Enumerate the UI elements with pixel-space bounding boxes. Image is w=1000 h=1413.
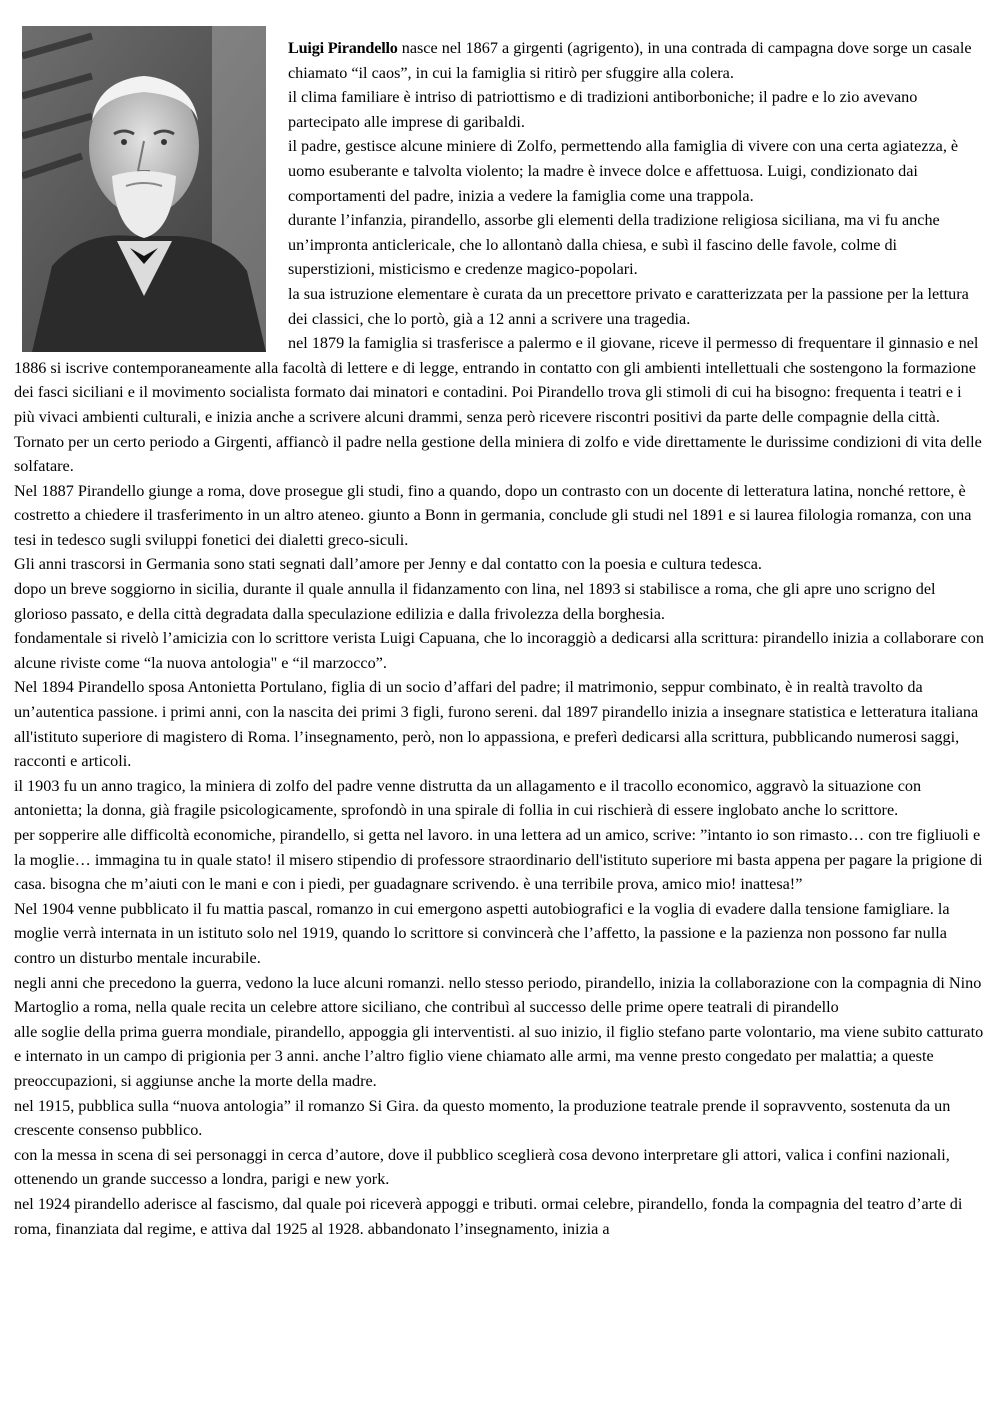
paragraph: Nel 1894 Pirandello sposa Antonietta Portulano, figlia di un socio d’affari del padre; il matrimonio, seppur combinato, è in realtà travolto da un’autentica passione. i primi anni, con la nascita dei primi 3 figli, furono sereni. dal 1897 pirandello inizia a insegnare statistica e letteratura italiana all'istituto superiore di magistero di Roma. l’insegnamento, però, non lo appassiona, e preferì dedicarsi alla scrittura, pubblicando numerosi saggi, racconti e articoli.	[14, 678, 979, 771]
document-page	[14, 36, 984, 1241]
paragraph: durante l’infanzia, pirandello, assorbe gli elementi della tradizione religiosa siciliana, ma vi fu anche un’impronta anticlericale, che lo allontanò dalla chiesa, e subì il fascino delle favole, colme di superstizioni, misticismo e credenze magico-popolari.	[288, 211, 940, 279]
paragraph: Nel 1887 Pirandello giunge a roma, dove prosegue gli studi, fino a quando, dopo un contrasto con un docente di letteratura latina, nonché rettore, è costretto a chiedere il trasferimento in un altro ateneo. giunto a Bonn in germania, conclude gli studi nel 1891 e si laurea filologia romanza, con una tesi in tedesco sugli sviluppi fonetici dei dialetti greco-siculi.	[14, 481, 972, 549]
paragraph: nel 1915, pubblica sulla “nuova antologia” il romanzo Si Gira. da questo momento, la produzione teatrale prende il sopravvento, sostenuta da un crescente consenso pubblico.	[14, 1096, 951, 1140]
intro-text: nasce nel 1867 a girgenti (agrigento), in una contrada di campagna dove sorge un casale chiamato “il caos”, in cui la famiglia si ritirò per sfuggire alla colera.	[288, 39, 972, 82]
portrait-image	[22, 26, 266, 352]
paragraph: Nel 1904 venne pubblicato il fu mattia pascal, romanzo in cui emergono aspetti autobiografici e la voglia di evadere dalla tensione famigliare. la moglie verrà internata in un istituto solo nel 1919, quando lo scrittore si convincerà che l’affetto, la passione e la pazienza non possono far nulla contro un disturbo mentale incurabile.	[14, 899, 950, 967]
paragraph: alle soglie della prima guerra mondiale, pirandello, appoggia gli interventisti. al suo inizio, il figlio stefano parte volontario, ma viene subito catturato e internato in un campo di prigionia per 3 anni. anche l’altro figlio viene chiamato alle armi, ma venne presto congedato per malattia; a queste preoccupazioni, si aggiunse anche la morte della madre.	[14, 1022, 984, 1090]
paragraph: con la messa in scena di sei personaggi in cerca d’autore, dove il pubblico sceglierà cosa devono interpretare gli attori, valica i confini nazionali, ottenendo un grande successo a londra, parigi e new york.	[14, 1145, 950, 1189]
paragraph: negli anni che precedono la guerra, vedono la luce alcuni romanzi. nello stesso periodo, pirandello, inizia la collaborazione con la compagnia di Nino Martoglio a roma, nella quale recita un celebre attore siciliano, che contribuì al successo delle prime opere teatrali di pirandello	[14, 973, 982, 1017]
paragraph: dopo un breve soggiorno in sicilia, durante il quale annulla il fidanzamento con lina, nel 1893 si stabilisce a roma, che gli apre uno scrigno del glorioso passato, e della città degradata dalla speculazione edilizia e dalla frivolezza della borghesia.	[14, 580, 936, 623]
paragraph: Gli anni trascorsi in Germania sono stati segnati dall’amore per Jenny e dal contatto con la poesia e cultura tedesca.	[14, 555, 762, 574]
paragraph: il 1903 fu un anno tragico, la miniera di zolfo del padre venne distrutta da un allagamento e il tracollo economico, aggravò la situazione con antonietta; la donna, già fragile psicologicamente, sprofondò in una spirale di follia in cui rischierà di essere inglobato anche lo scrittore.	[14, 776, 922, 820]
author-name: Luigi Pirandello	[288, 39, 398, 57]
portrait-photo	[22, 26, 266, 352]
paragraph: la sua istruzione elementare è curata da un precettore privato e caratterizzata per la passione per la lettura dei classici, che lo portò, già a 12 anni a scrivere una tragedia.	[288, 284, 969, 328]
paragraph: nel 1879 la famiglia si trasferisce a palermo e il giovane, riceve il permesso di frequentare il ginnasio e nel 1886 si iscrive contemporaneamente alla facoltà di lettere e di legge, entrando in contatto con gli ambienti intellettuali che sostengono la formazione dei fasci siciliani e il movimento socialista formato dai minatori e contadini. Poi Pirandello trova gli stimoli di cui ha bisogno: frequenta i teatri e i più vivaci ambienti culturali, e inizia anche a scrivere alcuni drammi, senza però ricevere riscontri positivi da parte delle compagnie della città. Tornato per un certo periodo a Girgenti, affiancò il padre nella gestione della miniera di zolfo e vide direttamente le durissime condizioni di vita delle solfatare.	[14, 334, 982, 476]
paragraph: nel 1924 pirandello aderisce al fascismo, dal quale poi riceverà appoggi e tributi. ormai celebre, pirandello, fonda la compagnia del teatro d’arte di roma, finanziata dal regime, e attiva dal 1925 al 1928. abbandonato l’insegnamento, inizia a	[14, 1194, 963, 1238]
paragraph: il padre, gestisce alcune miniere di Zolfo, permettendo alla famiglia di vivere con una certa agiatezza, è uomo esuberante e talvolta violento; la madre è invece dolce e affettuosa. Luigi, condizionato dai comportamenti del padre, inizia a vedere la famiglia come una trappola.	[288, 137, 959, 205]
paragraph: per sopperire alle difficoltà economiche, pirandello, si getta nel lavoro. in una lettera ad un amico, scrive: ”intanto io son rimasto… con tre figliuoli e la moglie… immagina tu in quale stato! il misero stipendio di professore straordinario dell'istituto superiore mi basta appena per pagare la prigione di casa. bisogna che m’aiuti con le mani e con i piedi, per guadagnare scrivendo. è una terribile prova, amico mio! inattesa!”	[14, 826, 983, 894]
paragraph: il clima familiare è intriso di patriottismo e di tradizioni antiborboniche; il padre e lo zio avevano partecipato alle imprese di garibaldi.	[288, 88, 918, 131]
paragraph: fondamentale si rivelò l’amicizia con lo scrittore verista Luigi Capuana, che lo incoraggiò a dedicarsi alla scrittura: pirandello inizia a collaborare con alcune riviste come “la nuova antologia" e “il marzocco”.	[14, 629, 984, 672]
